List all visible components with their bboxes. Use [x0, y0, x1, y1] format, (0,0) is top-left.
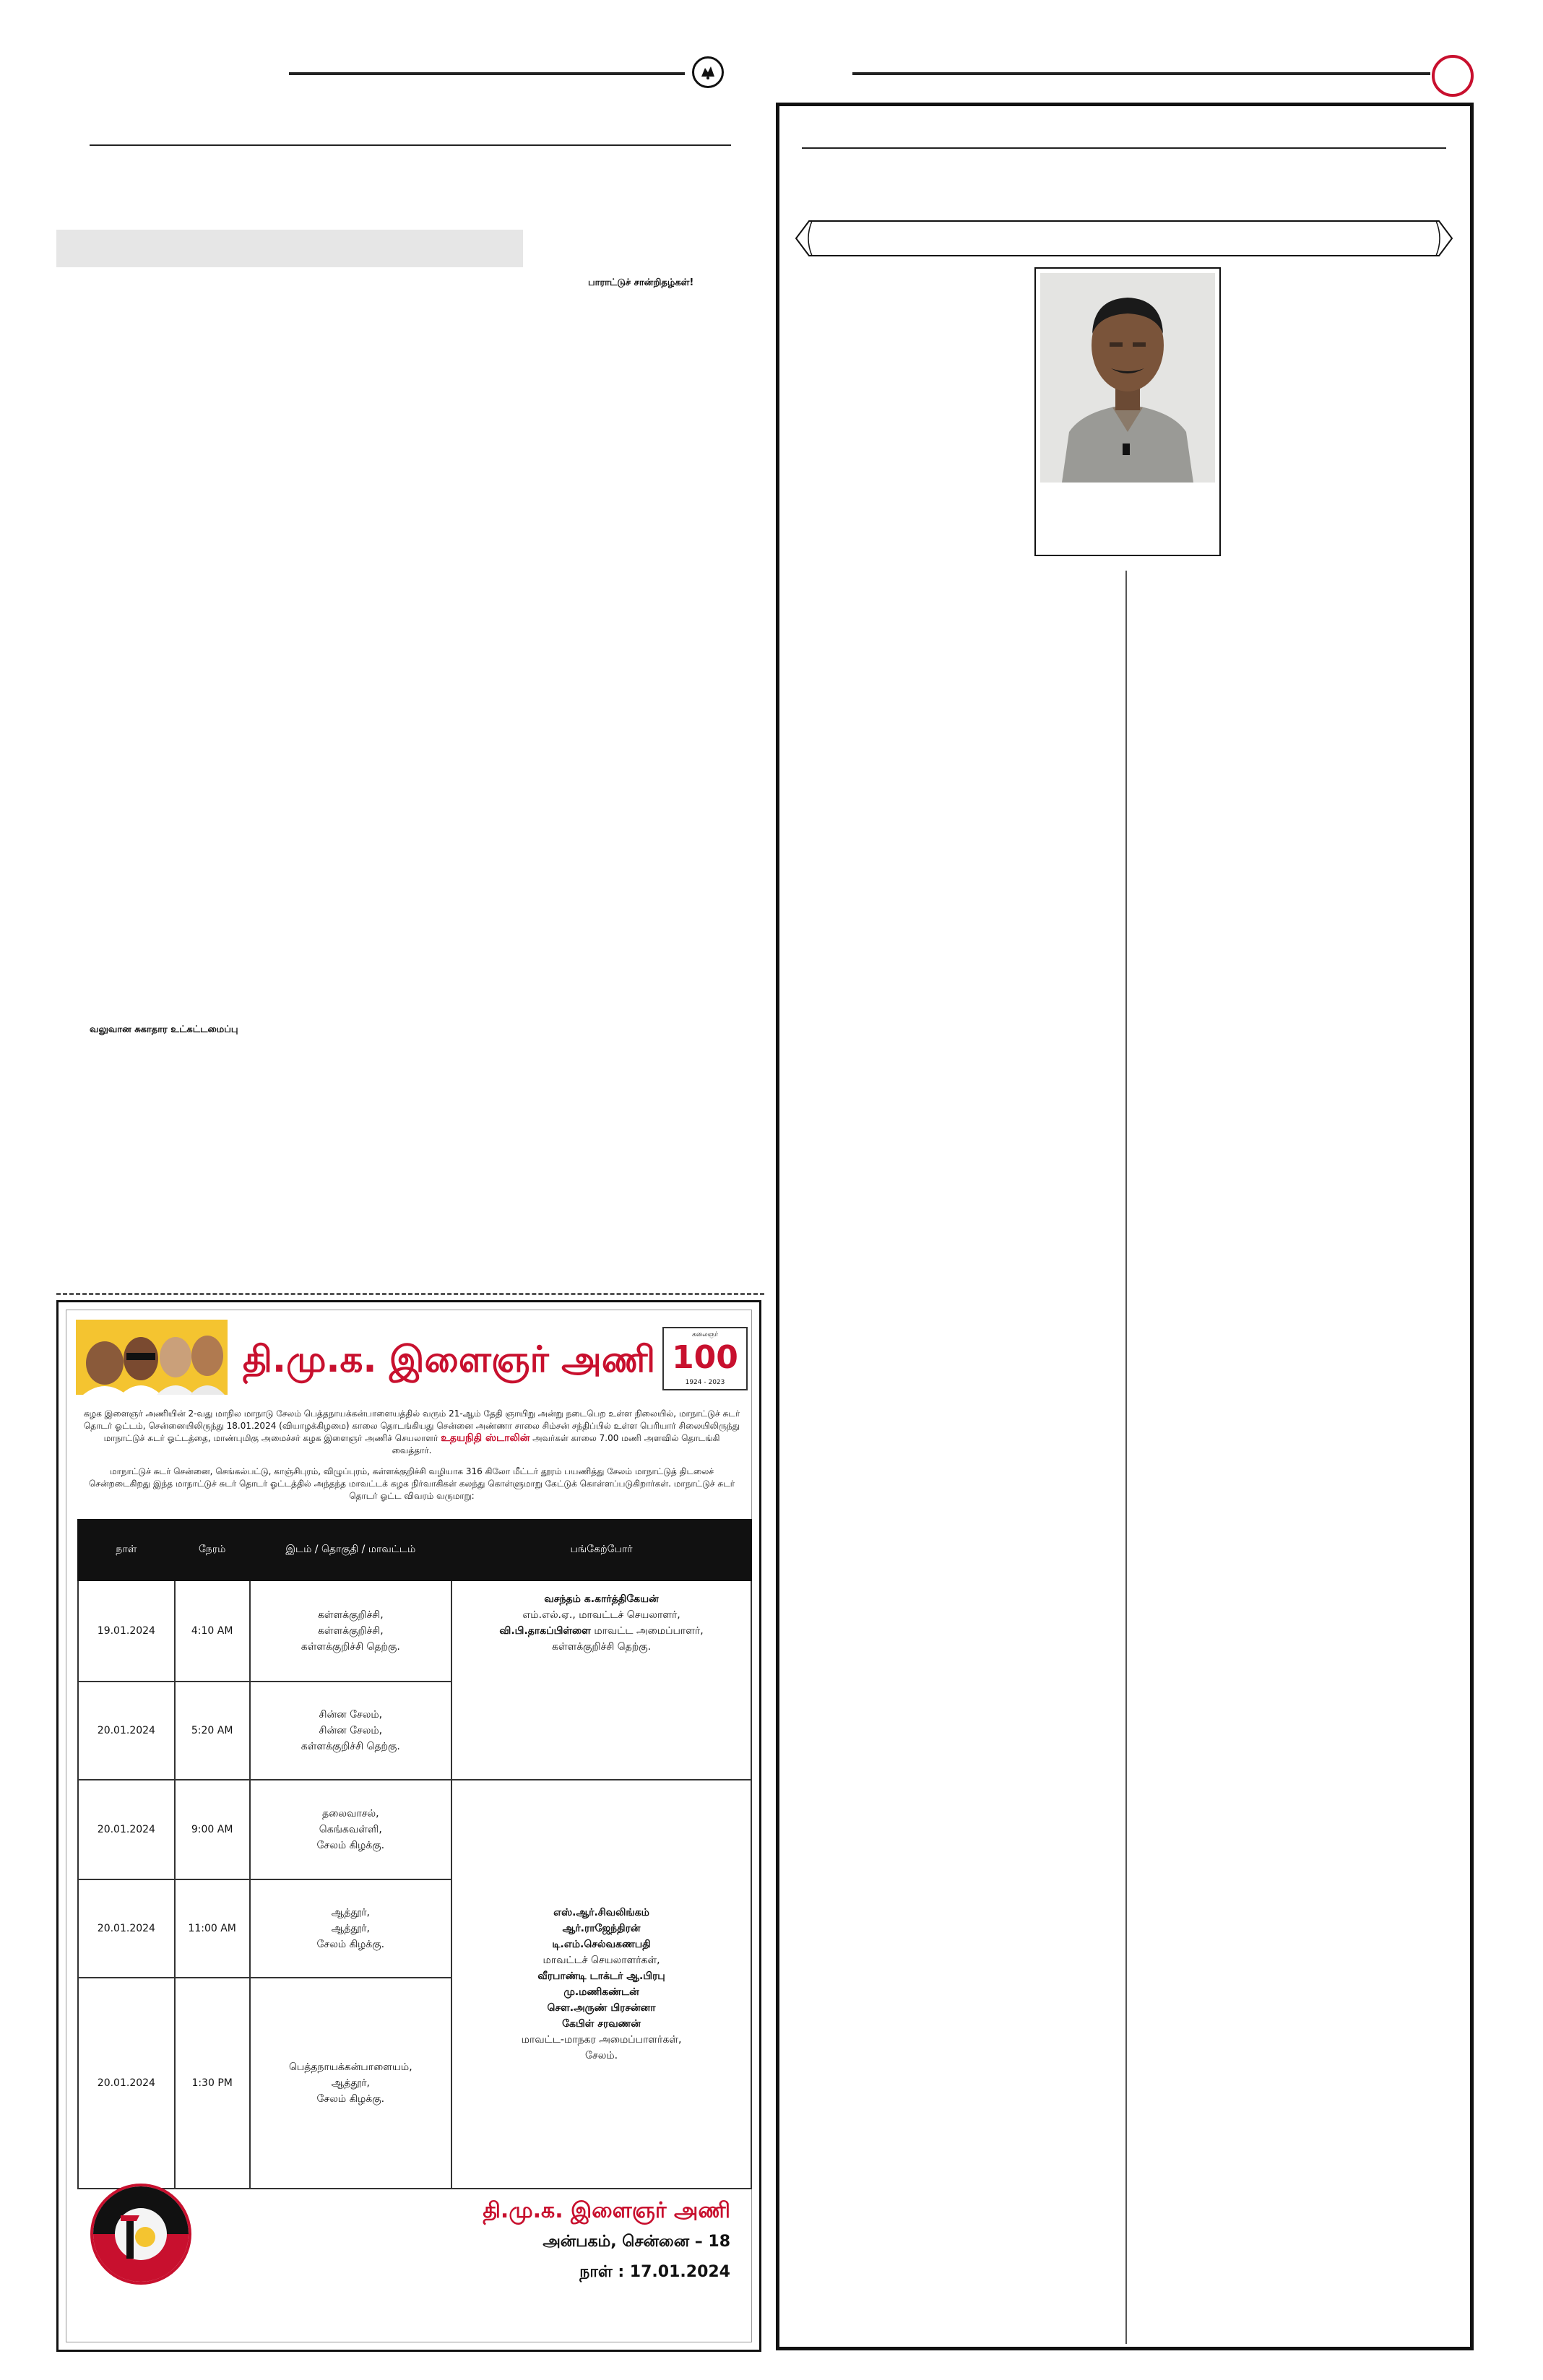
table-header-row [78, 1520, 751, 1580]
table-row [78, 1580, 751, 1682]
right-banner-frame [795, 220, 1453, 257]
row-place [250, 1780, 452, 1879]
para-1-name: உதயநிதி ஸ்டாலின் [441, 1432, 530, 1444]
place-line: தலைவாசல், [322, 1808, 379, 1819]
header-participants: பங்கேற்போர் [451, 1520, 751, 1580]
author-photo-frame [1034, 267, 1221, 556]
right-panel-rule [802, 147, 1446, 149]
place-line: சின்ன சேலம், [319, 1725, 383, 1736]
place-line: கள்ளக்குறிச்சி, [317, 1609, 384, 1621]
place-line: சேலம் கிழக்கு. [316, 1939, 385, 1950]
participant-role: மாவட்ட அமைப்பாளர், [594, 1625, 704, 1637]
dmk-youth-wing-emblem-icon [90, 2184, 191, 2285]
row-time: 9:00 AM [175, 1780, 250, 1879]
left-column-rule [90, 144, 731, 146]
ad-paragraph-1 [83, 1408, 740, 1457]
ad-title: தி.மு.க. இளைஞர் அணி [243, 1338, 656, 1380]
header-place: இடம் / தொகுதி / மாவட்டம் [250, 1520, 452, 1580]
place-line: கள்ளக்குறிச்சி, [317, 1625, 384, 1637]
place-line: சேலம் கிழக்கு. [316, 2093, 385, 2105]
place-line: ஆத்தூர், [331, 2077, 370, 2089]
header-time: நேரம் [175, 1520, 250, 1580]
row-time: 1:30 PM [175, 1978, 250, 2189]
row-date: 20.01.2024 [78, 1780, 175, 1879]
place-line: கள்ளக்குறிச்சி தெற்கு. [301, 1741, 400, 1752]
row-date: 20.01.2024 [78, 1879, 175, 1978]
place-line: பெத்தநாயக்கன்பாளையம், [288, 2061, 412, 2073]
place-line: கள்ளக்குறிச்சி தெற்கு. [301, 1641, 400, 1653]
header-rule-left [289, 72, 685, 75]
ad-cut-line [56, 1293, 764, 1295]
participant-name: கேபிள் சரவணன் [562, 2018, 641, 2030]
participant-name: டி.எம்.செல்வகணபதி [552, 1939, 651, 1950]
logo-top-text: கலைஞர் [691, 1331, 719, 1338]
para-1-text: கழக இளைஞர் அணியின் 2-வது மாநில மாநாடு சேலம் பெத்தநாயக்கன்பாளையத்தில் வரும் 21-ஆம் தேதி ஞாயிறு அன்று நடைபெற உள்ள நிலையில், மாநாட்டுச் சுடர் தொடர் ஓட்டம், சென்னையிலிருந்து 18.01.2024 (வியாழக்கிழமை) காலை தொடங்கியது சென்னை அண்ணா சாலை சிம்சன் சந்திப்பில் உள்ள பெரியார் சிலையிலிருந்து மாநாட்டுச் சுடர் ஓட்டத்தை, மாண்புமிகு அமைச்சர் கழக இளைஞர் அணிச் செயலாளர் [83, 1408, 740, 1443]
place-line: கெங்கவள்ளி, [319, 1824, 382, 1835]
row-date: 20.01.2024 [78, 1682, 175, 1780]
para-1-end: அவர்கள் காலை 7.00 மணி அளவில் தொடங்கி வைத்தார். [392, 1433, 720, 1455]
header-rule-right [852, 72, 1430, 75]
row-place [250, 1978, 452, 2189]
row-date: 20.01.2024 [78, 1978, 175, 2189]
right-column-divider [1125, 571, 1127, 2344]
participants-group-2 [451, 1780, 751, 2189]
relay-schedule-table [77, 1519, 752, 2189]
logo-years: 1924 - 2023 [685, 1379, 725, 1386]
participant-role: மாவட்ட-மாநகர அமைப்பாளர்கள், [521, 2034, 682, 2046]
participant-name: எஸ்.ஆர்.சிவலிங்கம் [553, 1907, 649, 1918]
row-place [250, 1879, 452, 1978]
footer-organisation: தி.மு.க. இளைஞர் அணி [483, 2198, 730, 2223]
page-number-circle [1432, 55, 1474, 97]
footer-date: நாள் : 17.01.2024 [579, 2263, 730, 2281]
place-line: சேலம் கிழக்கு. [316, 1840, 385, 1851]
participant-name: சௌ.அருண் பிரசன்னா [547, 2002, 656, 2014]
participant-district: கள்ளக்குறிச்சி தெற்கு. [551, 1641, 652, 1653]
leaders-photo-strip [76, 1320, 228, 1395]
author-photo [1040, 273, 1215, 483]
left-grey-bar [56, 230, 523, 267]
ad-paragraph-2: மாநாட்டுச் சுடர் சென்னை, செங்கல்பட்டு, காஞ்சிபுரம், விழுப்புரம், கள்ளக்குறிச்சி வழியாக 316 கிலோ மீட்டர் தூரம் பயணித்து சேலம் மாநாட்டுத் திடலைச் சென்றடைகிறது இந்த மாநாட்டுச் சுடர் தொடர் ஓட்டத்தில் அந்தந்த மாவட்டக் கழக நிர்வாகிகள் கலந்து கொள்ளுமாறு கேட்டுக் கொள்ளப்படுகிறார்கள். மாநாட்டுச் சுடர் தொடர் ஓட்ட விவரம் வருமாறு: [88, 1466, 735, 1501]
participant-name: வி.பி.தாகப்பிள்ளை [499, 1625, 591, 1637]
participant-role: எம்.எல்.ஏ., மாவட்டச் செயலாளர், [522, 1609, 680, 1621]
row-place [250, 1682, 452, 1780]
participant-name: ஆர்.ராஜேந்திரன் [562, 1923, 641, 1934]
place-line: ஆத்தூர், [331, 1907, 370, 1918]
header-date: நாள் [78, 1520, 175, 1580]
footer-address: அன்பகம், சென்னை – 18 [543, 2233, 730, 2251]
row-place [250, 1580, 452, 1682]
dmk-youth-wing-advertisement [56, 1300, 761, 2352]
participant-name: வசந்தம் க.கார்த்திகேயன் [544, 1593, 659, 1605]
row-time: 4:10 AM [175, 1580, 250, 1682]
participant-district: சேலம். [585, 2050, 618, 2061]
emblem-icon [692, 56, 724, 88]
table-row [78, 1780, 751, 1879]
participant-name: வீரபாண்டி டாக்டர் ஆ.பிரபு [537, 1970, 665, 1982]
left-subhead-1: பாராட்டுச் சான்றிதழ்கள்! [588, 277, 694, 288]
row-time: 11:00 AM [175, 1879, 250, 1978]
participant-name: மு.மணிகண்டன் [563, 1986, 639, 1998]
participant-role: மாவட்டச் செயலாளர்கள், [543, 1955, 660, 1966]
logo-number: 100 [672, 1339, 738, 1376]
place-line: சின்ன சேலம், [319, 1709, 383, 1721]
row-date: 19.01.2024 [78, 1580, 175, 1682]
row-time: 5:20 AM [175, 1682, 250, 1780]
kalaignar-100-logo [662, 1327, 748, 1390]
left-subhead-2: வலுவான சுகாதார உட்கட்டமைப்பு [90, 1024, 238, 1035]
place-line: ஆத்தூர், [331, 1923, 370, 1934]
participants-group-1 [451, 1580, 751, 1780]
